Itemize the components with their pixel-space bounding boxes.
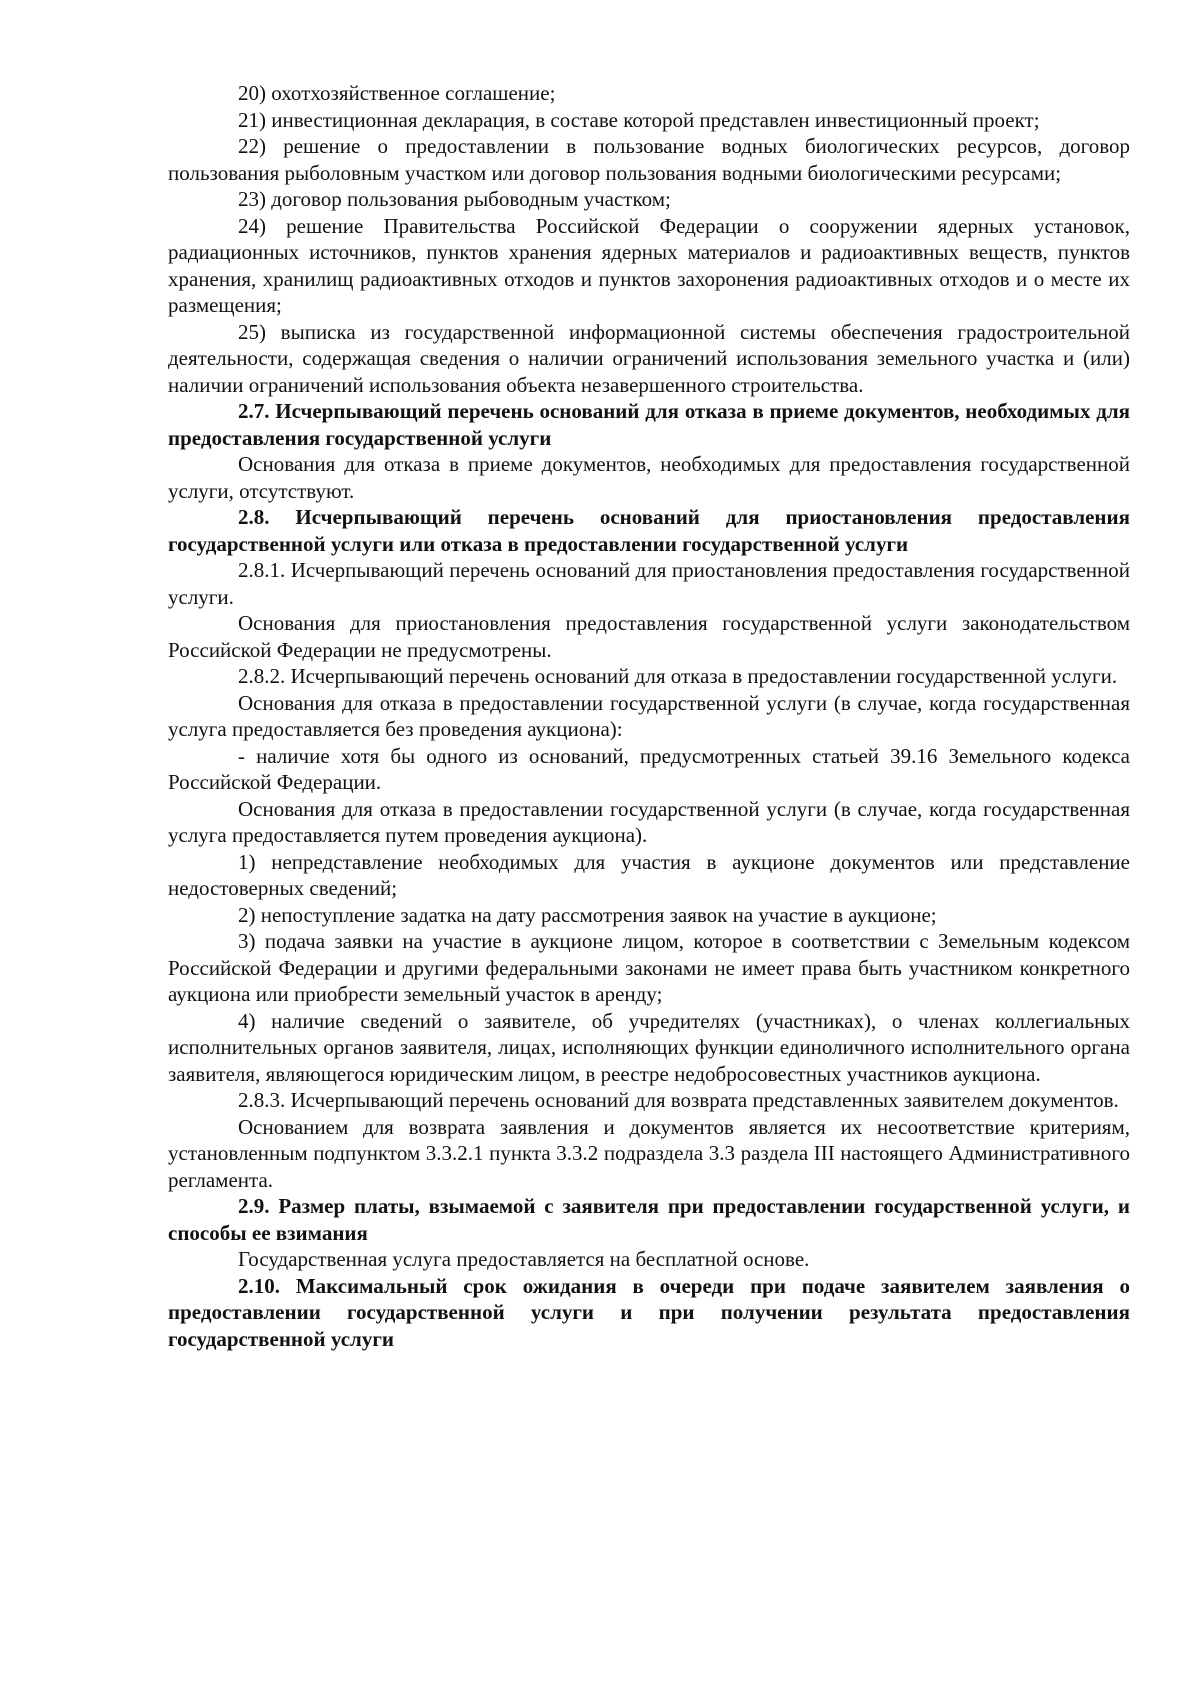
section-heading-2-9: 2.9. Размер платы, взымаемой с заявителя при предоставлении государственной услуги, и способы ее взимания: [168, 1194, 1130, 1245]
paragraph-2-8-3: 2.8.3. Исчерпывающий перечень оснований для возврата представленных заявителем документов.: [238, 1088, 1119, 1112]
paragraph-2-7-body: Основания для отказа в приеме документов, необходимых для предоставления государственной услуги, отсутствуют.: [168, 452, 1130, 503]
list-item-22: 22) решение о предоставлении в пользование водных биологических ресурсов, договор пользования рыболовным участком или договор пользования водными биологическими ресурсами;: [168, 134, 1130, 185]
document-page: [168, 80, 1130, 1352]
list-item-21: 21) инвестиционная декларация, в составе которой представлен инвестиционный проект;: [238, 107, 1040, 132]
section-heading-2-10: 2.10. Максимальный срок ожидания в очереди при подаче заявителем заявления о предоставлении государственной услуги и при получении результата предоставления государственной услуги: [168, 1273, 1130, 1351]
auction-item-4: 4) наличие сведений о заявителе, об учредителях (участниках), о членах коллегиальных исполнительных органов заявителя, лицах, исполняющих функции единоличного исполнительного органа заявителя, являющегося юридическим лицом, в реестре недобросовестных участников аукциона.: [168, 1008, 1130, 1086]
list-item-24: 24) решение Правительства Российской Федерации о сооружении ядерных установок, радиационных источников, пунктов хранения ядерных материалов и радиоактивных веществ, пунктов хранения, хранилищ радиоактивных отходов и пунктов захоронения радиоактивных отходов и о месте их размещения;: [168, 213, 1130, 317]
paragraph-2-8-2-body-auction: Основания для отказа в предоставлении государственной услуги (в случае, когда государственная услуга предоставляется путем проведения аукциона).: [168, 796, 1130, 847]
list-item-20: 20) охотхозяйственное соглашение;: [238, 81, 556, 105]
paragraph-2-9-body: Государственная услуга предоставляется на бесплатной основе.: [238, 1247, 810, 1271]
paragraph-2-8-2-body-no-auction: Основания для отказа в предоставлении государственной услуги (в случае, когда государственная услуга предоставляется без проведения аукциона):: [168, 690, 1130, 741]
section-heading-2-7: 2.7. Исчерпывающий перечень оснований для отказа в приеме документов, необходимых для предоставления государственной услуги: [168, 399, 1130, 450]
paragraph-2-8-2-dash-item: - наличие хотя бы одного из оснований, предусмотренных статьей 39.16 Земельного кодекса Российской Федерации.: [168, 743, 1130, 794]
paragraph-2-8-1: 2.8.1. Исчерпывающий перечень оснований для приостановления предоставления государственной услуги.: [168, 558, 1130, 609]
list-item-25: 25) выписка из государственной информационной системы обеспечения градостроительной деятельности, содержащая сведения о наличии ограничений использования земельного участка и (или) наличии ограничений использования объекта незавершенного строительства.: [168, 319, 1130, 397]
section-heading-2-8: 2.8. Исчерпывающий перечень оснований для приостановления предоставления государственной услуги или отказа в предоставлении государственной услуги: [168, 505, 1130, 556]
paragraph-2-8-2: 2.8.2. Исчерпывающий перечень оснований для отказа в предоставлении государственной услуги.: [238, 664, 1118, 688]
list-item-23: 23) договор пользования рыбоводным участком;: [238, 187, 671, 211]
paragraph-2-8-3-body: Основанием для возврата заявления и документов является их несоответствие критериям, установленным подпунктом 3.3.2.1 пункта 3.3.2 подраздела 3.3 раздела III настоящего Административного регламента.: [168, 1114, 1130, 1192]
auction-item-1: 1) непредставление необходимых для участия в аукционе документов или представление недостоверных сведений;: [168, 849, 1130, 900]
auction-item-3: 3) подача заявки на участие в аукционе лицом, которое в соответствии с Земельным кодексом Российской Федерации и другими федеральными законами не имеет права быть участником конкретного аукциона или приобрести земельный участок в аренду;: [168, 929, 1130, 1006]
paragraph-2-8-1-body: Основания для приостановления предоставления государственной услуги законодательством Российской Федерации не предусмотрены.: [168, 611, 1130, 662]
auction-item-2: 2) непоступление задатка на дату рассмотрения заявок на участие в аукционе;: [238, 902, 937, 927]
